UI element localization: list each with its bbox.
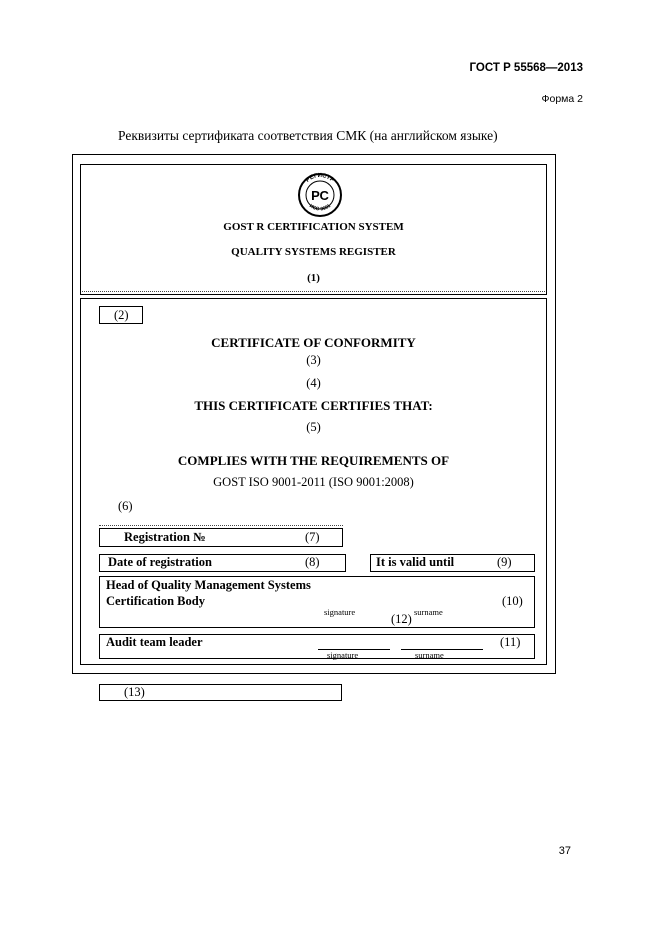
logo-text-top: РЕГИСТР bbox=[304, 172, 336, 184]
complies-statement: COMPLIES WITH THE REQUIREMENTS OF bbox=[177, 453, 450, 468]
field-12: (12) bbox=[391, 612, 412, 626]
field-9: (9) bbox=[497, 555, 512, 569]
form-number: Форма 2 bbox=[541, 93, 583, 105]
valid-until-label: It is valid until bbox=[376, 555, 455, 569]
field-5: (5) bbox=[306, 420, 321, 434]
certifies-statement: THIS CERTIFICATE CERTIFIES THAT: bbox=[194, 398, 433, 413]
audit-surname-caption: surname bbox=[415, 650, 444, 660]
head-surname-caption: surname bbox=[414, 607, 443, 617]
audit-signature-caption: signature bbox=[327, 650, 359, 660]
field-13-box bbox=[99, 684, 342, 701]
field-6: (6) bbox=[118, 499, 133, 513]
head-signature-caption: signature bbox=[324, 607, 356, 617]
svg-text:РЕГИСТР bbox=[305, 173, 335, 184]
quality-systems-register: QUALITY SYSTEMS REGISTER bbox=[231, 246, 396, 258]
field-2: (2) bbox=[114, 308, 129, 322]
registration-label: Registration № bbox=[124, 530, 206, 544]
head-of-body-label-line1: Head of Quality Management Systems bbox=[106, 578, 311, 592]
standard-reference: GOST ISO 9001-2011 (ISO 9001:2008) bbox=[213, 475, 414, 489]
registration-top-rule bbox=[99, 525, 343, 526]
svg-text:ИСО 9001 bbox=[308, 203, 332, 213]
certificate-title: CERTIFICATE OF CONFORMITY bbox=[211, 335, 416, 350]
head-of-body-label-line2: Certification Body bbox=[106, 594, 205, 608]
logo-mark: РС bbox=[311, 188, 329, 203]
certification-system-title: GOST R CERTIFICATION SYSTEM bbox=[223, 221, 404, 233]
field-8: (8) bbox=[305, 555, 320, 569]
document-caption: Реквизиты сертификата соответствия СМК (на английском языке) bbox=[118, 128, 498, 143]
field-13: (13) bbox=[124, 685, 145, 699]
audit-leader-label: Audit team leader bbox=[106, 635, 203, 649]
header-panel-divider bbox=[82, 291, 545, 292]
standard-code: ГОСТ Р 55568—2013 bbox=[469, 62, 583, 74]
page-number: 37 bbox=[558, 845, 571, 857]
field-11: (11) bbox=[500, 635, 521, 649]
field-1: (1) bbox=[307, 272, 320, 284]
gost-r-registr-seal-icon bbox=[296, 170, 344, 218]
date-of-registration-label: Date of registration bbox=[108, 555, 212, 569]
field-3: (3) bbox=[306, 353, 321, 367]
field-7: (7) bbox=[305, 530, 320, 544]
field-4: (4) bbox=[306, 376, 321, 390]
field-2-box bbox=[99, 306, 143, 324]
logo-text-bottom: ИСО 9001 bbox=[308, 203, 333, 213]
field-10: (10) bbox=[502, 594, 523, 608]
